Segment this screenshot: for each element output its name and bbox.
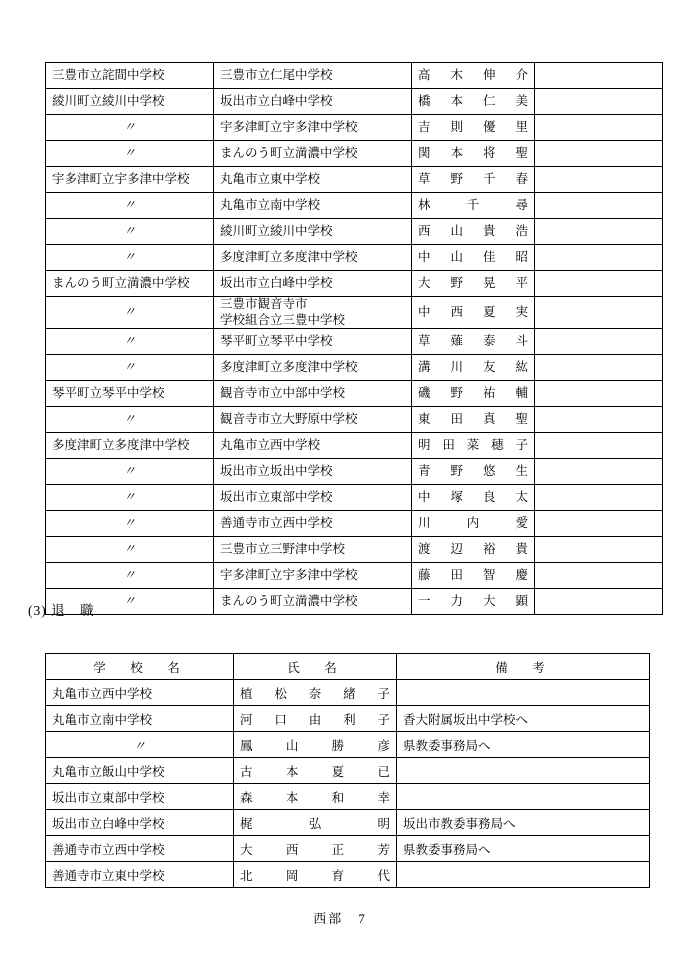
retirement-table [45,653,650,888]
cell-note: 坂出市教委事務局へ [397,810,650,836]
table-row [46,407,663,433]
cell-note [397,784,650,810]
cell-note [535,141,663,167]
cell-person-name: 草薙泰斗 [412,329,535,355]
cell-person-name: 川内愛 [412,511,535,537]
retirement-table-body [46,680,650,888]
table-row [46,63,663,89]
cell-person-name: 溝川友紘 [412,355,535,381]
cell-note [535,511,663,537]
cell-note [535,219,663,245]
cell-note [535,115,663,141]
cell-from-school: 宇多津町立宇多津中学校 [46,167,214,193]
cell-note [535,433,663,459]
table-row [46,862,650,888]
cell-person-name: 梶弘明 [234,810,397,836]
cell-to-school: 宇多津町立宇多津中学校 [214,563,412,589]
cell-to-school: 琴平町立琴平中学校 [214,329,412,355]
cell-to-school: まんのう町立満濃中学校 [214,141,412,167]
cell-note [535,537,663,563]
cell-to-school: 丸亀市立東中学校 [214,167,412,193]
cell-school: 坂出市立白峰中学校 [46,810,234,836]
cell-person-name: 草野千春 [412,167,535,193]
cell-person-name: 大西正芳 [234,836,397,862]
table-row [46,589,663,615]
table-row [46,89,663,115]
cell-person-name: 東田真聖 [412,407,535,433]
cell-school: 〃 [46,732,234,758]
cell-note [535,589,663,615]
cell-to-school: まんのう町立満濃中学校 [214,589,412,615]
cell-person-name: 高木伸介 [412,63,535,89]
cell-note [535,271,663,297]
cell-school: 善通寺市立東中学校 [46,862,234,888]
table-row [46,355,663,381]
table-row [46,680,650,706]
table-row [46,141,663,167]
cell-person-name: 北岡育代 [234,862,397,888]
cell-person-name: 林千尋 [412,193,535,219]
cell-person-name: 植松奈緒子 [234,680,397,706]
cell-person-name: 明田菜穂子 [412,433,535,459]
table-row [46,167,663,193]
cell-person-name: 青野悠生 [412,459,535,485]
table-row [46,245,663,271]
table-row [46,563,663,589]
cell-person-name: 中山佳昭 [412,245,535,271]
cell-from-school: 琴平町立琴平中学校 [46,381,214,407]
cell-to-school: 三豊市観音寺市 学校組合立三豊中学校 [214,297,412,329]
cell-to-school: 坂出市立白峰中学校 [214,89,412,115]
cell-from-school: 多度津町立多度津中学校 [46,433,214,459]
cell-person-name: 一力大顕 [412,589,535,615]
cell-note [535,89,663,115]
cell-note: 県教委事務局へ [397,836,650,862]
cell-to-school: 坂出市立坂出中学校 [214,459,412,485]
cell-to-school: 三豊市立三野津中学校 [214,537,412,563]
section-heading: (3) 退 職 [28,603,95,618]
table-row [46,732,650,758]
cell-note: 県教委事務局へ [397,732,650,758]
cell-note [535,407,663,433]
cell-note [535,193,663,219]
table-row [46,810,650,836]
cell-note [535,329,663,355]
table-row [46,511,663,537]
cell-note [535,355,663,381]
cell-note: 香大附属坂出中学校へ [397,706,650,732]
cell-note [397,680,650,706]
cell-person-name: 橋本仁美 [412,89,535,115]
table-row [46,836,650,862]
cell-person-name: 古本夏已 [234,758,397,784]
table-header-row [46,654,650,680]
cell-note [535,245,663,271]
cell-to-school: 坂出市立東部中学校 [214,485,412,511]
cell-note [535,485,663,511]
cell-to-school: 綾川町立綾川中学校 [214,219,412,245]
table-row [46,115,663,141]
cell-from-school: 〃 [46,511,214,537]
cell-to-school: 観音寺市立大野原中学校 [214,407,412,433]
cell-person-name: 中塚良太 [412,485,535,511]
cell-school: 坂出市立東部中学校 [46,784,234,810]
cell-to-school: 丸亀市立西中学校 [214,433,412,459]
cell-school: 丸亀市立飯山中学校 [46,758,234,784]
cell-from-school: 〃 [46,563,214,589]
transfer-table-body [46,63,663,615]
cell-person-name: 鳳山勝彦 [234,732,397,758]
cell-person-name: 河口由利子 [234,706,397,732]
cell-school: 善通寺市立西中学校 [46,836,234,862]
cell-school: 丸亀市立西中学校 [46,680,234,706]
cell-to-school: 宇多津町立宇多津中学校 [214,115,412,141]
header-note: 備 考 [397,654,650,680]
cell-to-school: 三豊市立仁尾中学校 [214,63,412,89]
cell-from-school: 〃 [46,537,214,563]
page-footer: 西部 7 [313,911,367,926]
cell-from-school: 〃 [46,407,214,433]
cell-note [535,297,663,329]
cell-note [535,63,663,89]
cell-person-name: 西山貴浩 [412,219,535,245]
cell-from-school: 〃 [46,245,214,271]
cell-person-name: 藤田智慶 [412,563,535,589]
cell-person-name: 吉則優里 [412,115,535,141]
header-school: 学 校 名 [46,654,234,680]
cell-note [397,862,650,888]
cell-from-school: まんのう町立満濃中学校 [46,271,214,297]
table-row [46,758,650,784]
cell-note [535,459,663,485]
cell-from-school: 〃 [46,193,214,219]
table-row [46,271,663,297]
cell-note [535,563,663,589]
cell-person-name: 渡辺裕貴 [412,537,535,563]
cell-person-name: 大野晃平 [412,271,535,297]
cell-to-school: 坂出市立白峰中学校 [214,271,412,297]
cell-person-name: 森本和幸 [234,784,397,810]
cell-from-school: 〃 [46,115,214,141]
table-row [46,706,650,732]
table-row [46,193,663,219]
cell-person-name: 中西夏実 [412,297,535,329]
table-row [46,459,663,485]
transfer-table [45,62,663,615]
table-row [46,381,663,407]
cell-from-school: 綾川町立綾川中学校 [46,89,214,115]
header-name: 氏 名 [234,654,397,680]
cell-from-school: 〃 [46,297,214,329]
table-row [46,297,663,329]
cell-school: 丸亀市立南中学校 [46,706,234,732]
cell-note [397,758,650,784]
cell-person-name: 関本将聖 [412,141,535,167]
cell-from-school: 〃 [46,589,214,615]
table-row [46,433,663,459]
cell-to-school: 丸亀市立南中学校 [214,193,412,219]
cell-person-name: 磯野祐輔 [412,381,535,407]
cell-note [535,167,663,193]
cell-from-school: 〃 [46,219,214,245]
cell-to-school: 多度津町立多度津中学校 [214,355,412,381]
cell-from-school: 〃 [46,141,214,167]
table-row [46,784,650,810]
cell-from-school: 〃 [46,459,214,485]
table-row [46,485,663,511]
cell-from-school: 〃 [46,485,214,511]
cell-from-school: 三豊市立詫間中学校 [46,63,214,89]
table-row [46,219,663,245]
cell-note [535,381,663,407]
table-row [46,329,663,355]
table-row [46,537,663,563]
cell-from-school: 〃 [46,329,214,355]
cell-to-school: 善通寺市立西中学校 [214,511,412,537]
cell-to-school: 観音寺市立中部中学校 [214,381,412,407]
cell-from-school: 〃 [46,355,214,381]
retirement-table-head [46,654,650,680]
cell-to-school: 多度津町立多度津中学校 [214,245,412,271]
